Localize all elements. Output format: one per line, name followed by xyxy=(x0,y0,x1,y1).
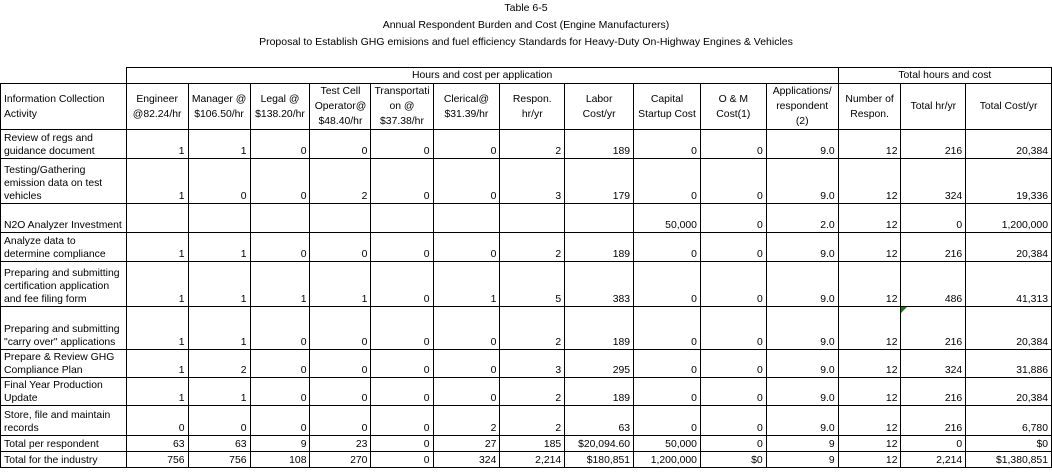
table-cell xyxy=(565,204,634,233)
table-cell: 0 xyxy=(700,436,766,452)
column-header-engineer: Engineer @82.24/hr xyxy=(126,84,188,130)
table-cell: 9.0 xyxy=(766,159,838,204)
table-cell: 0 xyxy=(901,204,966,233)
table-cell: 2,214 xyxy=(500,452,565,468)
table-cell: 0 xyxy=(700,378,766,406)
table-row xyxy=(1,378,1052,406)
group-header-hours-cost: Hours and cost per application xyxy=(126,68,838,84)
table-cell: 486 xyxy=(901,262,966,307)
table-cell: 9.0 xyxy=(766,378,838,406)
table-cell: 216 xyxy=(901,378,966,406)
table-cell: 1,200,000 xyxy=(634,452,701,468)
table-cell: 0 xyxy=(310,350,371,378)
cell-comment-marker xyxy=(901,307,907,313)
table-cell: 2 xyxy=(500,378,565,406)
table-cell: 5 xyxy=(500,262,565,307)
table-cell: 12 xyxy=(838,262,901,307)
table-cell: 0 xyxy=(371,130,433,159)
table-cell: 12 xyxy=(838,130,901,159)
table-cell: 324 xyxy=(901,159,966,204)
table-cell: 0 xyxy=(634,262,701,307)
table-cell: 6,780 xyxy=(966,406,1052,436)
table-cell xyxy=(188,204,250,233)
table-cell xyxy=(126,204,188,233)
table-cell: 0 xyxy=(371,452,433,468)
table-cell: 2 xyxy=(188,350,250,378)
group-header-total: Total hours and cost xyxy=(838,68,1051,84)
table-cell: 1 xyxy=(188,378,250,406)
table-cell xyxy=(371,204,433,233)
table-cell: 0 xyxy=(310,378,371,406)
table-cell: 1 xyxy=(188,307,250,350)
table-cell: 0 xyxy=(250,406,310,436)
table-cell: 41,313 xyxy=(966,262,1052,307)
column-header-respon-hr-yr: Respon. hr/yr xyxy=(500,84,565,130)
table-cell: 12 xyxy=(838,350,901,378)
table-cell: 0 xyxy=(700,159,766,204)
table-cell: 12 xyxy=(838,378,901,406)
table-cell: 1 xyxy=(188,233,250,262)
table-row xyxy=(1,204,1052,233)
table-cell: 12 xyxy=(838,233,901,262)
table-cell: 1 xyxy=(188,130,250,159)
table-cell: 0 xyxy=(310,406,371,436)
table-cell: 1 xyxy=(188,262,250,307)
table-cell: 0 xyxy=(310,233,371,262)
table-cell: 295 xyxy=(565,350,634,378)
table-cell: 0 xyxy=(371,436,433,452)
table-cell: 0 xyxy=(433,350,500,378)
table-cell: 0 xyxy=(310,307,371,350)
table-cell: 0 xyxy=(250,378,310,406)
table-cell: 0 xyxy=(700,406,766,436)
table-cell: 0 xyxy=(126,406,188,436)
table-cell: 50,000 xyxy=(634,204,701,233)
table-cell: 324 xyxy=(901,350,966,378)
column-header-total-cost-yr: Total Cost/yr xyxy=(966,84,1052,130)
table-cell: $180,851 xyxy=(565,452,634,468)
table-cell: 0 xyxy=(634,159,701,204)
table-cell: 12 xyxy=(838,307,901,350)
table-cell: 0 xyxy=(433,130,500,159)
table-cell: 0 xyxy=(188,406,250,436)
table-cell: 1 xyxy=(126,233,188,262)
table-cell: 0 xyxy=(433,159,500,204)
table-cell: 1 xyxy=(126,262,188,307)
table-row xyxy=(1,130,1052,159)
table-cell: 0 xyxy=(433,378,500,406)
column-header-transportation: Transportati on @ $37.38/hr xyxy=(371,84,433,130)
table-row xyxy=(1,436,1052,452)
table-cell: 12 xyxy=(838,452,901,468)
table-cell: 9 xyxy=(250,436,310,452)
table-cell: 9.0 xyxy=(766,350,838,378)
table-cell: 1 xyxy=(433,262,500,307)
table-cell: 0 xyxy=(700,350,766,378)
table-cell: 0 xyxy=(250,159,310,204)
table-cell: 108 xyxy=(250,452,310,468)
column-header-om-cost: O & M Cost(1) xyxy=(700,84,766,130)
table-cell: 0 xyxy=(188,159,250,204)
table-cell: 1,200,000 xyxy=(966,204,1052,233)
table-row xyxy=(1,406,1052,436)
table-cell: 2 xyxy=(500,130,565,159)
table-cell: 216 xyxy=(901,130,966,159)
table-cell: 0 xyxy=(433,307,500,350)
table-cell: 0 xyxy=(371,262,433,307)
table-cell: 0 xyxy=(250,130,310,159)
column-header-capital-startup-cost: Capital Startup Cost xyxy=(634,84,701,130)
table-row xyxy=(1,233,1052,262)
column-header-applications-per-respondent: Applications/ respondent (2) xyxy=(766,84,838,130)
column-header-row xyxy=(1,84,1052,130)
table-cell: 3 xyxy=(500,350,565,378)
table-cell: 189 xyxy=(565,130,634,159)
table-cell: 0 xyxy=(371,378,433,406)
table-cell: 19,336 xyxy=(966,159,1052,204)
table-cell: 12 xyxy=(838,436,901,452)
table-cell: 179 xyxy=(565,159,634,204)
table-cell: 324 xyxy=(433,452,500,468)
table-cell: 0 xyxy=(371,159,433,204)
table-cell: 2 xyxy=(310,159,371,204)
table-row xyxy=(1,307,1052,350)
table-cell: 63 xyxy=(565,406,634,436)
row-label: Total per respondent xyxy=(1,436,127,452)
row-label: Testing/Gathering emission data on test vehicles xyxy=(1,159,127,204)
column-header-test-cell-operator: Test Cell Operator@ $48.40/hr xyxy=(310,84,371,130)
table-row xyxy=(1,452,1052,468)
table-cell: 0 xyxy=(371,350,433,378)
table-row xyxy=(1,262,1052,307)
table-cell: 12 xyxy=(838,204,901,233)
table-cell: 216 xyxy=(901,307,966,350)
table-cell xyxy=(500,204,565,233)
table-cell: 0 xyxy=(700,204,766,233)
table-cell: 9.0 xyxy=(766,307,838,350)
table-cell: 2 xyxy=(433,406,500,436)
table-cell: 12 xyxy=(838,406,901,436)
table-cell: 189 xyxy=(565,378,634,406)
table-cell: 1 xyxy=(126,130,188,159)
table-cell: 1 xyxy=(126,159,188,204)
table-cell: 20,384 xyxy=(966,233,1052,262)
table-cell: 0 xyxy=(634,406,701,436)
burden-cost-table xyxy=(0,67,1052,468)
table-cell: 0 xyxy=(250,350,310,378)
table-cell xyxy=(310,204,371,233)
table-cell: 20,384 xyxy=(966,307,1052,350)
table-cell: 23 xyxy=(310,436,371,452)
table-cell: 0 xyxy=(634,350,701,378)
table-cell: 0 xyxy=(310,130,371,159)
row-label: N2O Analyzer Investment xyxy=(1,204,127,233)
table-cell: 1 xyxy=(310,262,371,307)
table-cell: 20,384 xyxy=(966,130,1052,159)
column-header-legal: Legal @ $138.20/hr xyxy=(250,84,310,130)
table-cell: 2 xyxy=(500,233,565,262)
table-cell: $0 xyxy=(700,452,766,468)
table-cell: 189 xyxy=(565,307,634,350)
table-cell: $0 xyxy=(966,436,1052,452)
table-cell: 0 xyxy=(634,307,701,350)
table-cell: 216 xyxy=(901,233,966,262)
row-label: Preparing and submitting certification application and fee filing form xyxy=(1,262,127,307)
table-cell: 9.0 xyxy=(766,130,838,159)
table-cell: 1 xyxy=(126,350,188,378)
table-cell: 756 xyxy=(126,452,188,468)
column-header-clerical: Clerical@ $31.39/hr xyxy=(433,84,500,130)
table-cell: 756 xyxy=(188,452,250,468)
table-cell: 63 xyxy=(188,436,250,452)
table-subtitle: Proposal to Establish GHG emisions and fuel efficiency Standards for Heavy-Duty On-Highway Engines & Vehicles xyxy=(259,36,793,48)
table-cell: 27 xyxy=(433,436,500,452)
row-label: Preparing and submitting "carry over" applications xyxy=(1,307,127,350)
table-cell: 12 xyxy=(838,159,901,204)
table-cell: 0 xyxy=(634,130,701,159)
table-cell: 216 xyxy=(901,406,966,436)
table-cell: 20,384 xyxy=(966,378,1052,406)
table-cell: 0 xyxy=(250,307,310,350)
table-cell: 9 xyxy=(766,436,838,452)
table-cell: 9.0 xyxy=(766,262,838,307)
row-label: Prepare & Review GHG Compliance Plan xyxy=(1,350,127,378)
column-header-number-of-respon: Number of Respon. xyxy=(838,84,901,130)
table-cell: 189 xyxy=(565,233,634,262)
table-cell: 63 xyxy=(126,436,188,452)
row-label: Total for the industry xyxy=(1,452,127,468)
table-cell: 0 xyxy=(700,307,766,350)
table-cell: 0 xyxy=(371,307,433,350)
table-cell: 1 xyxy=(126,307,188,350)
group-header-row xyxy=(1,68,1052,84)
table-row xyxy=(1,159,1052,204)
column-header-manager: Manager @ $106.50/hr xyxy=(188,84,250,130)
row-label: Final Year Production Update xyxy=(1,378,127,406)
table-cell: 9.0 xyxy=(766,233,838,262)
table-row xyxy=(1,350,1052,378)
table-cell xyxy=(433,204,500,233)
table-cell: 1 xyxy=(250,262,310,307)
table-title-block xyxy=(0,0,1052,51)
table-cell: 0 xyxy=(433,233,500,262)
table-cell: 0 xyxy=(634,378,701,406)
table-cell: 0 xyxy=(250,233,310,262)
table-cell: 2 xyxy=(500,307,565,350)
table-cell: 185 xyxy=(500,436,565,452)
table-cell: $1,380,851 xyxy=(966,452,1052,468)
table-cell: 270 xyxy=(310,452,371,468)
table-title: Annual Respondent Burden and Cost (Engine Manufacturers) xyxy=(382,19,670,31)
row-label: Analyze data to determine compliance xyxy=(1,233,127,262)
table-cell: $20,094.60 xyxy=(565,436,634,452)
table-cell: 2 xyxy=(500,406,565,436)
row-label: Store, file and maintain records xyxy=(1,406,127,436)
table-cell: 0 xyxy=(700,233,766,262)
table-cell: 9.0 xyxy=(766,406,838,436)
table-cell: 0 xyxy=(700,262,766,307)
table-cell: 0 xyxy=(371,233,433,262)
table-cell: 9 xyxy=(766,452,838,468)
table-cell: 3 xyxy=(500,159,565,204)
column-header-labor-cost-yr: Labor Cost/yr xyxy=(565,84,634,130)
table-cell: 1 xyxy=(126,378,188,406)
column-header-total-hr-yr: Total hr/yr xyxy=(901,84,966,130)
table-number: Table 6-5 xyxy=(504,2,548,14)
table-cell: 0 xyxy=(634,233,701,262)
table-cell: 31,886 xyxy=(966,350,1052,378)
table-cell: 50,000 xyxy=(634,436,701,452)
row-label: Review of regs and guidance document xyxy=(1,130,127,159)
table-cell: 0 xyxy=(371,406,433,436)
table-cell: 0 xyxy=(901,436,966,452)
table-cell: 2.0 xyxy=(766,204,838,233)
column-header-activity: Information Collection Activity xyxy=(1,84,127,130)
table-cell: 0 xyxy=(700,130,766,159)
table-cell: 2,214 xyxy=(901,452,966,468)
table-cell: 383 xyxy=(565,262,634,307)
table-cell xyxy=(250,204,310,233)
